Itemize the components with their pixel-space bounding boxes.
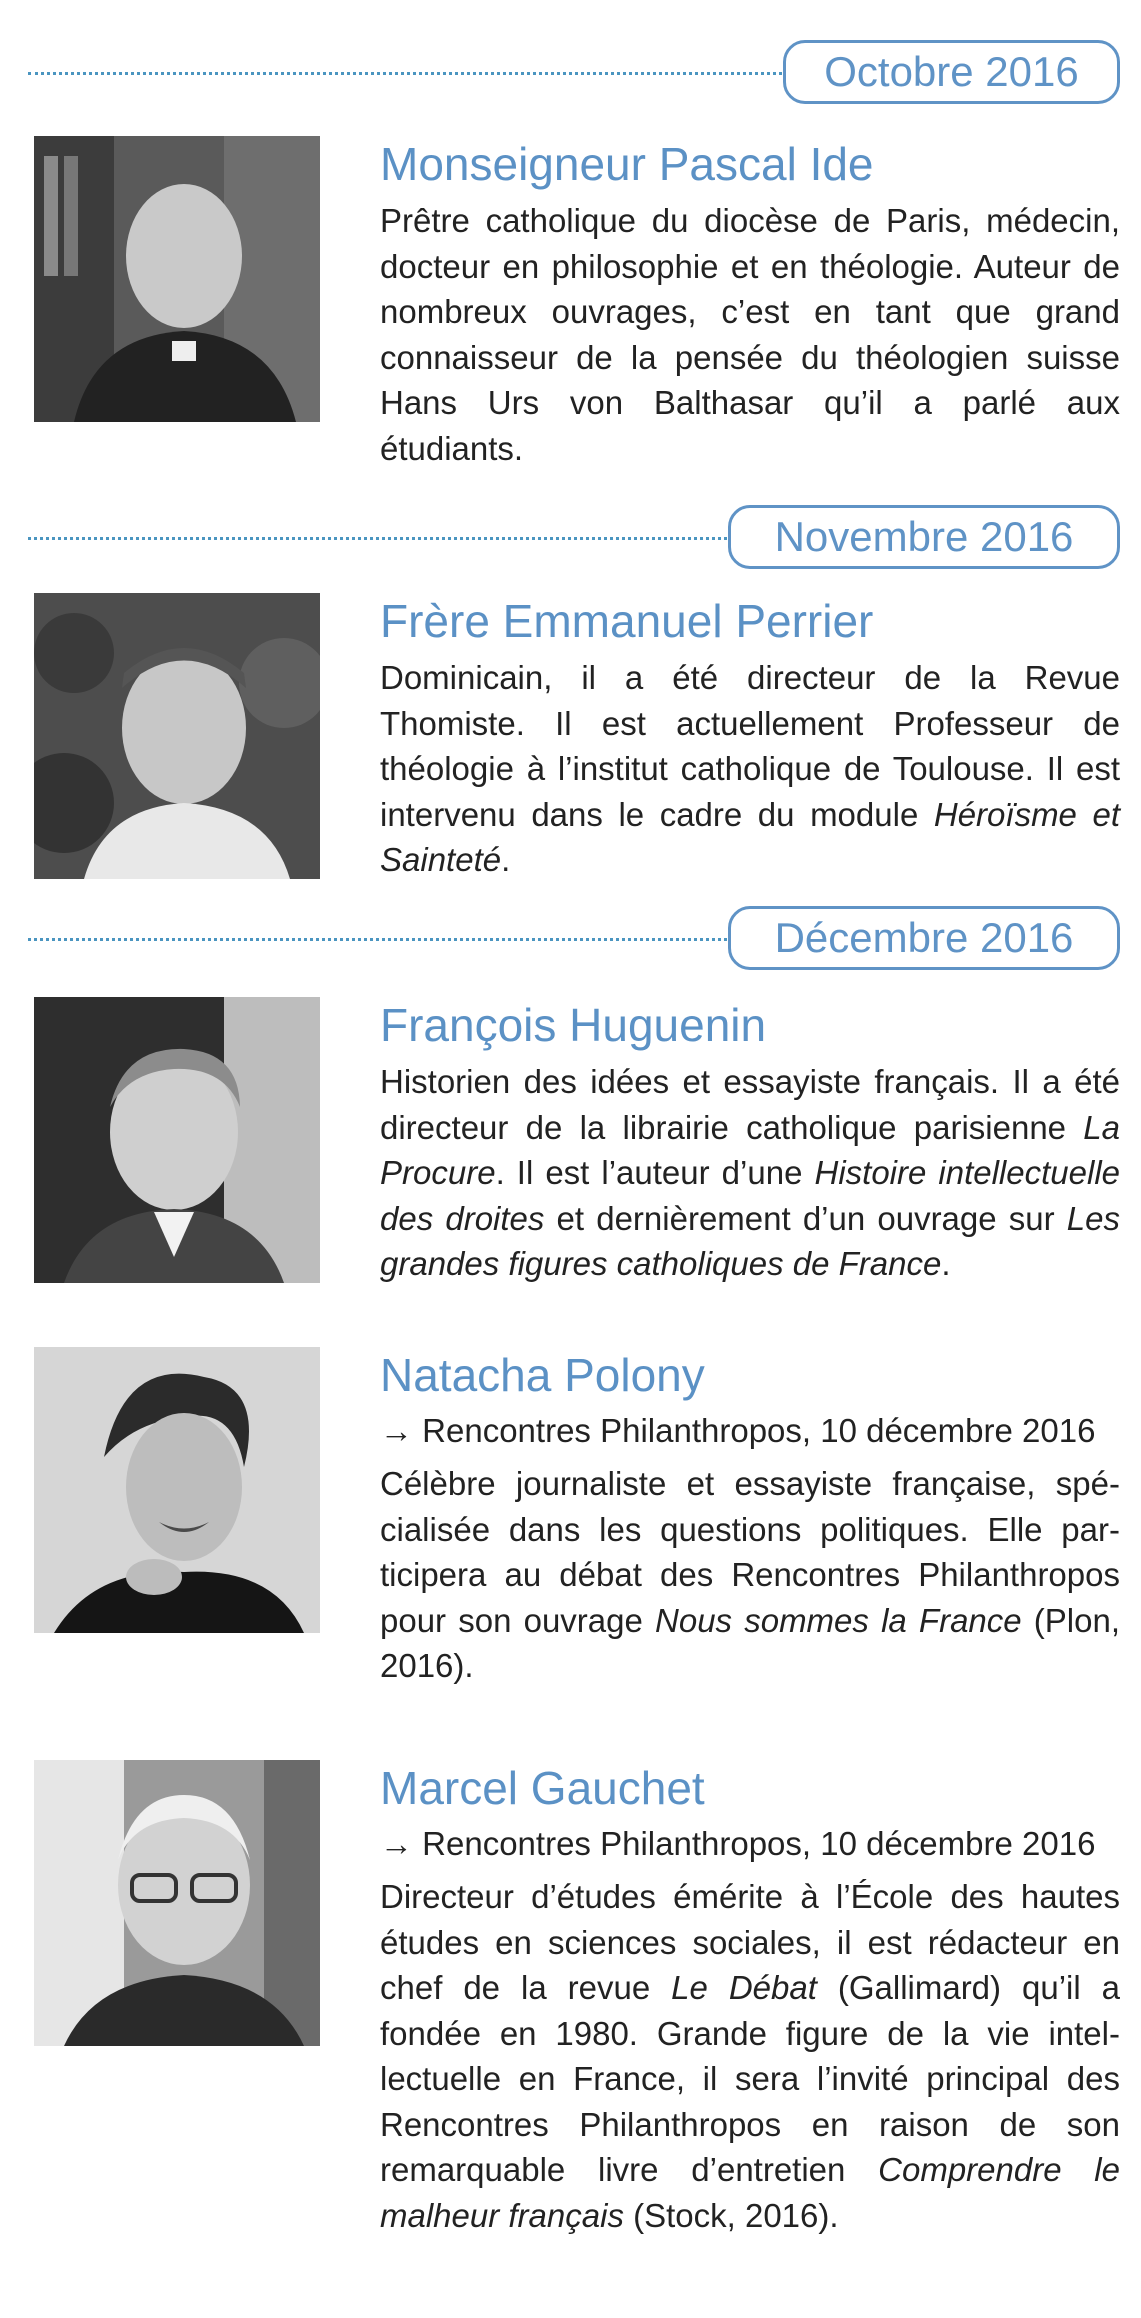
month-label: Octobre 2016: [783, 40, 1120, 104]
speaker-bio: Célèbre journaliste et essayiste française, spécialisée dans les questions politiques. Elle participera au débat des Rencontres Philanthropos pour son ouvrage Nous sommes la France (Plon, 2016).: [380, 1465, 1121, 1684]
month-header-december: [28, 906, 1120, 974]
month-header-october: [28, 40, 1120, 108]
dotted-rule: [28, 938, 733, 941]
speaker-bio: Historien des idées et essayiste français. Il a été directeur de la librairie catholique parisienne La Procure. Il est l’auteur d’une Histoire intellectuelle des droites et dernièrement d’un ouvrage sur Les grandes figures catholiques de France.: [380, 1063, 1121, 1282]
speaker-name: Natacha Polony: [380, 1349, 705, 1401]
dotted-rule: [28, 537, 733, 540]
speaker-photo: [34, 136, 320, 422]
speaker-name: François Huguenin: [380, 999, 767, 1051]
speaker-name: Marcel Gauchet: [380, 1762, 705, 1814]
speaker-name: Frère Emmanuel Perrier: [380, 595, 874, 647]
speaker-name: Monseigneur Pascal Ide: [380, 138, 874, 190]
speaker-bio: Prêtre catholique du diocèse de Paris, médecin, docteur en philosophie et en théologie. Auteur de nombreux ouvrages, c’est en tant que grand connaisseur de la pensée du théologien suisse Hans Urs von Balthasar qu’il a parlé aux étudiants.: [380, 202, 1120, 467]
month-header-november: [28, 505, 1120, 573]
month-label: Novembre 2016: [728, 505, 1120, 569]
speaker-photo: [34, 997, 320, 1283]
speaker-photo: [34, 1347, 320, 1633]
month-label: Décembre 2016: [728, 906, 1120, 970]
speaker-bio: Dominicain, il a été directeur de la Revue Thomiste. Il est actuellement Professeur de théologie à l’institut catholique de Toulouse. Il est intervenu dans le cadre du module Héroïsme et Sainteté.: [380, 659, 1120, 878]
speaker-photo: [34, 593, 320, 879]
event-line: → Rencontres Philanthropos, 10 décembre 2016: [380, 1825, 1096, 1862]
event-line: → Rencontres Philanthropos, 10 décembre 2016: [380, 1412, 1096, 1449]
speaker-photo: [34, 1760, 320, 2046]
speaker-bio: Directeur d’études émérite à l’École des hautes études en sciences sociales, il est rédacteur en chef de la revue Le Débat (Gallimard) qu’il a fondée en 1980. Grande figure de la vie intellectuelle en France, il sera l’invité principal des Rencontres Philanthropos en raison de son remarquable livre d’entretien Comprendre le malheur français (Stock, 2016).: [380, 1878, 1120, 2234]
dotted-rule: [28, 72, 788, 75]
